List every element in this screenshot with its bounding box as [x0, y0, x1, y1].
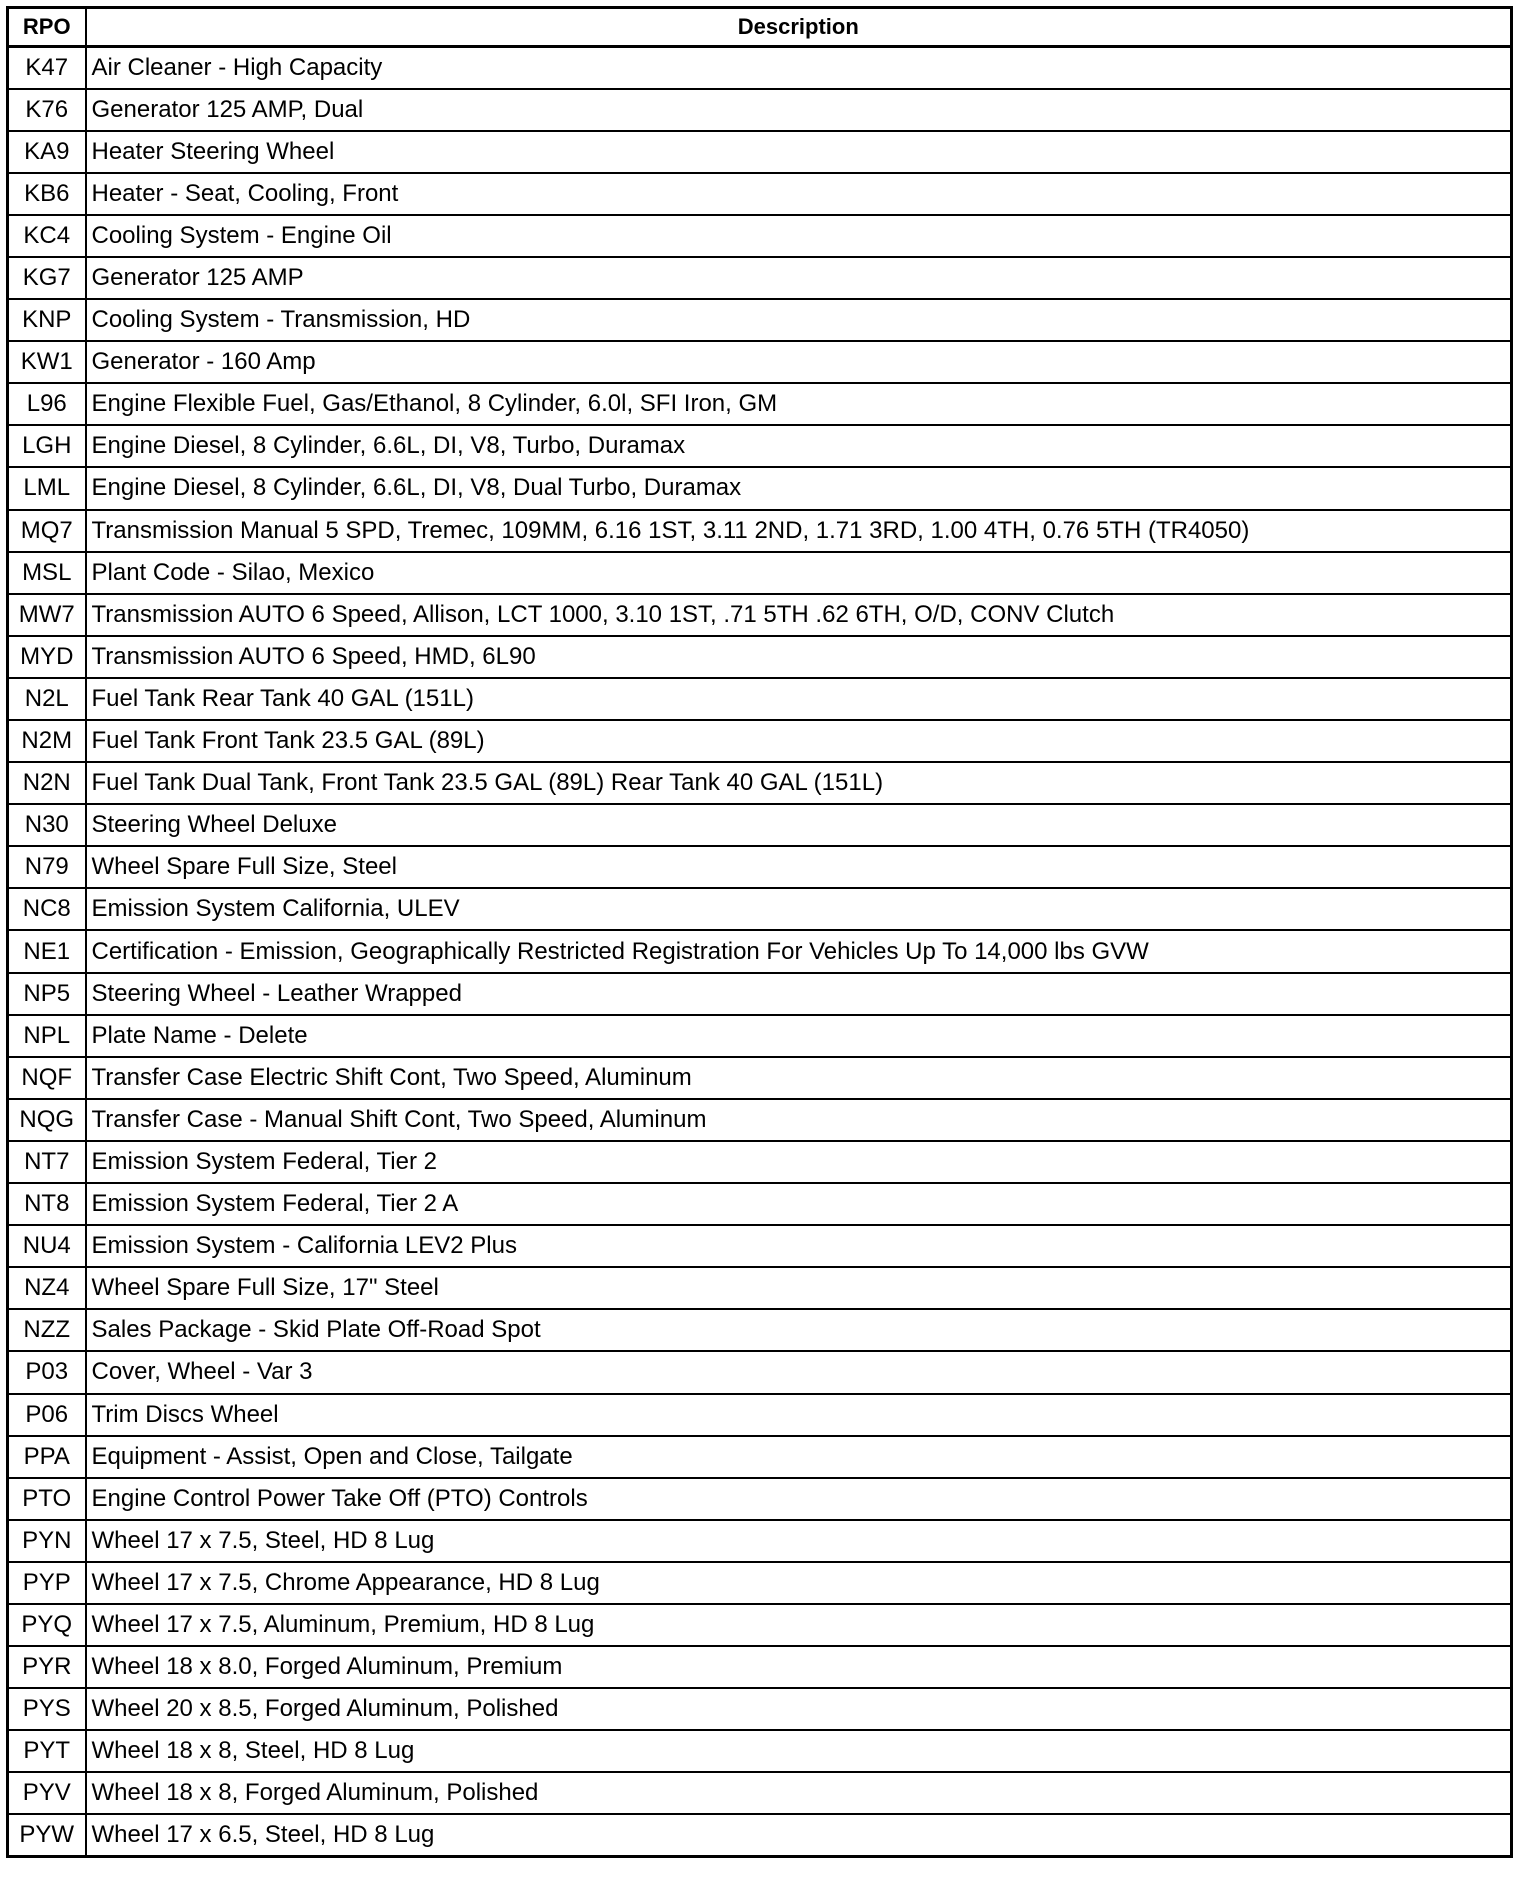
rpo-code-cell: KA9 — [8, 131, 86, 173]
description-cell: Engine Flexible Fuel, Gas/Ethanol, 8 Cylinder, 6.0l, SFI Iron, GM — [86, 383, 1512, 425]
rpo-code-cell: NQF — [8, 1057, 86, 1099]
table-row — [8, 47, 1512, 89]
rpo-code-cell: K76 — [8, 89, 86, 131]
description-cell: Heater - Seat, Cooling, Front — [86, 173, 1512, 215]
table-row — [8, 846, 1512, 888]
table-row — [8, 1478, 1512, 1520]
rpo-code-cell: LGH — [8, 425, 86, 467]
description-cell: Trim Discs Wheel — [86, 1394, 1512, 1436]
table-row — [8, 383, 1512, 425]
description-cell: Wheel 17 x 7.5, Steel, HD 8 Lug — [86, 1520, 1512, 1562]
rpo-column-header: RPO — [8, 8, 86, 47]
table-row — [8, 1730, 1512, 1772]
header-row — [8, 8, 1512, 47]
rpo-code-cell: NT8 — [8, 1183, 86, 1225]
rpo-code-cell: NC8 — [8, 888, 86, 930]
table-row — [8, 720, 1512, 762]
description-cell: Heater Steering Wheel — [86, 131, 1512, 173]
table-row — [8, 1225, 1512, 1267]
rpo-code-cell: NQG — [8, 1099, 86, 1141]
description-cell: Plant Code - Silao, Mexico — [86, 552, 1512, 594]
description-cell: Transfer Case Electric Shift Cont, Two Speed, Aluminum — [86, 1057, 1512, 1099]
table-row — [8, 89, 1512, 131]
rpo-code-cell: KB6 — [8, 173, 86, 215]
table-row — [8, 173, 1512, 215]
rpo-code-cell: LML — [8, 467, 86, 509]
description-cell: Steering Wheel Deluxe — [86, 804, 1512, 846]
description-cell: Air Cleaner - High Capacity — [86, 47, 1512, 89]
description-cell: Transmission AUTO 6 Speed, Allison, LCT 1000, 3.10 1ST, .71 5TH .62 6TH, O/D, CONV Clutch — [86, 594, 1512, 636]
table-row — [8, 1436, 1512, 1478]
table-row — [8, 1520, 1512, 1562]
description-cell: Wheel Spare Full Size, 17" Steel — [86, 1267, 1512, 1309]
description-cell: Wheel 17 x 7.5, Chrome Appearance, HD 8 Lug — [86, 1562, 1512, 1604]
description-cell: Cooling System - Transmission, HD — [86, 299, 1512, 341]
description-cell: Engine Diesel, 8 Cylinder, 6.6L, DI, V8, Dual Turbo, Duramax — [86, 467, 1512, 509]
table-header — [8, 8, 1512, 47]
rpo-code-cell: PYQ — [8, 1604, 86, 1646]
rpo-code-cell: KG7 — [8, 257, 86, 299]
description-column-header: Description — [86, 8, 1512, 47]
rpo-code-cell: PYV — [8, 1772, 86, 1814]
rpo-table — [6, 6, 1513, 1858]
description-cell: Wheel 20 x 8.5, Forged Aluminum, Polished — [86, 1688, 1512, 1730]
table-row — [8, 215, 1512, 257]
description-cell: Certification - Emission, Geographically Restricted Registration For Vehicles Up To 14,000 lbs GVW — [86, 930, 1512, 972]
rpo-code-cell: PYR — [8, 1646, 86, 1688]
table-row — [8, 1057, 1512, 1099]
description-cell: Generator - 160 Amp — [86, 341, 1512, 383]
table-row — [8, 1015, 1512, 1057]
rpo-code-cell: PYN — [8, 1520, 86, 1562]
description-cell: Transmission Manual 5 SPD, Tremec, 109MM, 6.16 1ST, 3.11 2ND, 1.71 3RD, 1.00 4TH, 0.76 5TH (TR4050) — [86, 510, 1512, 552]
description-cell: Transmission AUTO 6 Speed, HMD, 6L90 — [86, 636, 1512, 678]
rpo-code-cell: N30 — [8, 804, 86, 846]
description-cell: Cover, Wheel - Var 3 — [86, 1351, 1512, 1393]
description-cell: Wheel Spare Full Size, Steel — [86, 846, 1512, 888]
description-cell: Cooling System - Engine Oil — [86, 215, 1512, 257]
rpo-code-cell: K47 — [8, 47, 86, 89]
rpo-code-cell: NP5 — [8, 973, 86, 1015]
description-cell: Sales Package - Skid Plate Off-Road Spot — [86, 1309, 1512, 1351]
rpo-code-cell: P03 — [8, 1351, 86, 1393]
rpo-code-cell: MSL — [8, 552, 86, 594]
description-cell: Engine Diesel, 8 Cylinder, 6.6L, DI, V8, Turbo, Duramax — [86, 425, 1512, 467]
rpo-code-cell: NU4 — [8, 1225, 86, 1267]
table-row — [8, 510, 1512, 552]
table-row — [8, 1351, 1512, 1393]
table-row — [8, 341, 1512, 383]
rpo-code-cell: PYT — [8, 1730, 86, 1772]
table-row — [8, 1604, 1512, 1646]
rpo-code-cell: KC4 — [8, 215, 86, 257]
table-row — [8, 888, 1512, 930]
table-row — [8, 1267, 1512, 1309]
table-row — [8, 467, 1512, 509]
rpo-code-cell: N2M — [8, 720, 86, 762]
table-row — [8, 762, 1512, 804]
table-row — [8, 425, 1512, 467]
description-cell: Engine Control Power Take Off (PTO) Controls — [86, 1478, 1512, 1520]
table-row — [8, 930, 1512, 972]
rpo-code-cell: N2L — [8, 678, 86, 720]
rpo-code-cell: NPL — [8, 1015, 86, 1057]
rpo-code-cell: PYS — [8, 1688, 86, 1730]
description-cell: Generator 125 AMP, Dual — [86, 89, 1512, 131]
table-row — [8, 1688, 1512, 1730]
description-cell: Fuel Tank Front Tank 23.5 GAL (89L) — [86, 720, 1512, 762]
rpo-code-cell: NZ4 — [8, 1267, 86, 1309]
rpo-code-cell: KNP — [8, 299, 86, 341]
rpo-code-cell: MW7 — [8, 594, 86, 636]
rpo-code-cell: KW1 — [8, 341, 86, 383]
description-cell: Wheel 17 x 7.5, Aluminum, Premium, HD 8 Lug — [86, 1604, 1512, 1646]
description-cell: Wheel 18 x 8.0, Forged Aluminum, Premium — [86, 1646, 1512, 1688]
table-row — [8, 678, 1512, 720]
table-row — [8, 257, 1512, 299]
table-row — [8, 1772, 1512, 1814]
table-row — [8, 1562, 1512, 1604]
description-cell: Transfer Case - Manual Shift Cont, Two Speed, Aluminum — [86, 1099, 1512, 1141]
rpo-code-cell: PTO — [8, 1478, 86, 1520]
table-row — [8, 1646, 1512, 1688]
description-cell: Emission System Federal, Tier 2 A — [86, 1183, 1512, 1225]
table-row — [8, 973, 1512, 1015]
table-row — [8, 299, 1512, 341]
rpo-code-cell: NZZ — [8, 1309, 86, 1351]
description-cell: Fuel Tank Rear Tank 40 GAL (151L) — [86, 678, 1512, 720]
table-row — [8, 804, 1512, 846]
table-row — [8, 1183, 1512, 1225]
description-cell: Emission System - California LEV2 Plus — [86, 1225, 1512, 1267]
table-row — [8, 552, 1512, 594]
table-row — [8, 1099, 1512, 1141]
description-cell: Emission System Federal, Tier 2 — [86, 1141, 1512, 1183]
description-cell: Wheel 17 x 6.5, Steel, HD 8 Lug — [86, 1814, 1512, 1856]
table-row — [8, 1814, 1512, 1856]
description-cell: Plate Name - Delete — [86, 1015, 1512, 1057]
rpo-code-cell: PPA — [8, 1436, 86, 1478]
rpo-code-cell: PYW — [8, 1814, 86, 1856]
table-row — [8, 636, 1512, 678]
table-row — [8, 1394, 1512, 1436]
description-cell: Emission System California, ULEV — [86, 888, 1512, 930]
rpo-code-cell: MQ7 — [8, 510, 86, 552]
table-row — [8, 594, 1512, 636]
rpo-code-cell: N79 — [8, 846, 86, 888]
description-cell: Equipment - Assist, Open and Close, Tailgate — [86, 1436, 1512, 1478]
description-cell: Wheel 18 x 8, Steel, HD 8 Lug — [86, 1730, 1512, 1772]
description-cell: Wheel 18 x 8, Forged Aluminum, Polished — [86, 1772, 1512, 1814]
rpo-code-cell: N2N — [8, 762, 86, 804]
table-row — [8, 131, 1512, 173]
rpo-code-cell: NE1 — [8, 930, 86, 972]
description-cell: Steering Wheel - Leather Wrapped — [86, 973, 1512, 1015]
table-row — [8, 1141, 1512, 1183]
table-row — [8, 1309, 1512, 1351]
rpo-code-cell: P06 — [8, 1394, 86, 1436]
rpo-code-cell: PYP — [8, 1562, 86, 1604]
rpo-code-cell: NT7 — [8, 1141, 86, 1183]
table-body — [8, 47, 1512, 1857]
rpo-code-cell: MYD — [8, 636, 86, 678]
rpo-code-cell: L96 — [8, 383, 86, 425]
description-cell: Fuel Tank Dual Tank, Front Tank 23.5 GAL (89L) Rear Tank 40 GAL (151L) — [86, 762, 1512, 804]
description-cell: Generator 125 AMP — [86, 257, 1512, 299]
